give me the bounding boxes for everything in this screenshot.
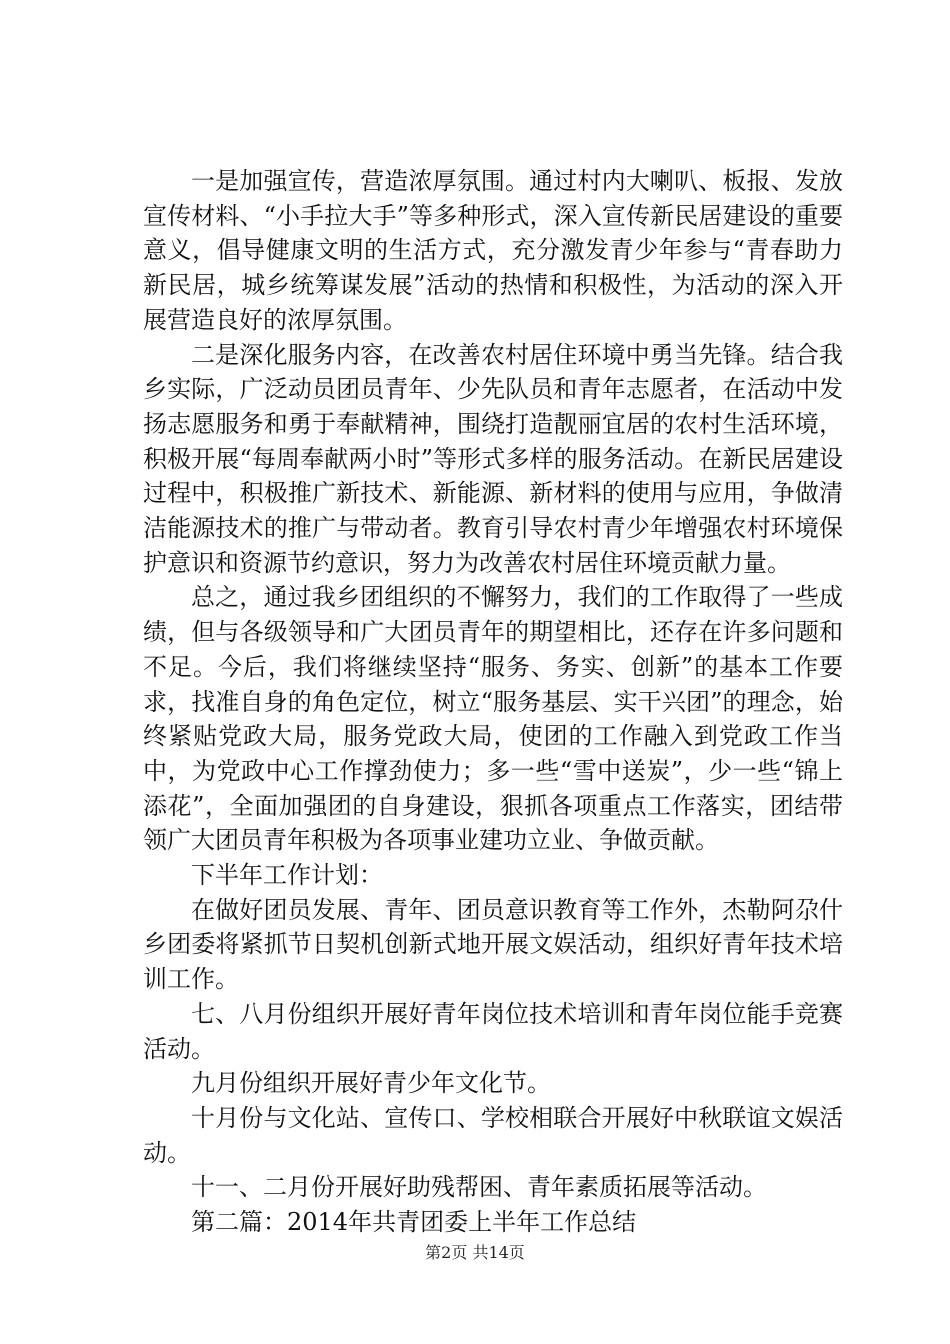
paragraph-next-article-title: 第二篇：2014年共青团委上半年工作总结 bbox=[191, 1208, 637, 1237]
paragraph-plan-november-december: 十一、二月份开展好助残帮困、青年素质拓展等活动。 bbox=[191, 1173, 767, 1202]
paragraph-plan-october: 十月份与文化站、宣传口、学校相联合开展好中秋联谊文娱活动。 bbox=[143, 1103, 843, 1167]
paragraph-plan-intro: 在做好团员发展、青年、团员意识教育等工作外，杰勒阿尕什乡团委将紧抓节日契机创新式地开展文娱活动，组织好青年技术培训工作。 bbox=[143, 895, 843, 994]
paragraph-plan-july-august: 七、八月份组织开展好青年岗位技术培训和青年岗位能手竞赛活动。 bbox=[143, 999, 843, 1063]
paragraph-summary: 总之，通过我乡团组织的不懈努力，我们的工作取得了一些成绩，但与各级领导和广大团员青年的期望相比，还存在许多问题和不足。今后，我们将继续坚持“服务、务实、创新”的基本工作要求，找准自身的角色定位，树立“服务基层、实干兴团”的理念，始终紧贴党政大局，服务党政大局，使团的工作融入到党政工作当中，为党政中心工作撑劲使力；多一些“雪中送炭”，少一些“锦上添花”，全面加强团的自身建设，狠抓各项重点工作落实，团结带领广大团员青年积极为各项事业建功立业、争做贡献。 bbox=[143, 583, 843, 855]
paragraph-publicity: 一是加强宣传，营造浓厚氛围。通过村内大喇叭、板报、发放宣传材料、“小手拉大手”等多种形式，深入宣传新民居建设的重要意义，倡导健康文明的生活方式，充分激发青少年参与“青春助力新民居，城乡统筹谋发展”活动的热情和积极性，为活动的深入开展营造良好的浓厚氛围。 bbox=[143, 167, 843, 334]
paragraph-service: 二是深化服务内容，在改善农村居住环境中勇当先锋。结合我乡实际，广泛动员团员青年、少先队员和青年志愿者，在活动中发扬志愿服务和勇于奉献精神，围绕打造靓丽宜居的农村生活环境，积极开展“每周奉献两小时”等形式多样的服务活动。在新民居建设过程中，积极推广新技术、新能源、新材料的使用与应用，争做清洁能源技术的推广与带动者。教育引导农村青少年增强农村环境保护意识和资源节约意识，努力为改善农村居住环境贡献力量。 bbox=[143, 340, 843, 577]
document-body bbox=[143, 164, 843, 1240]
paragraph-plan-heading: 下半年工作计划： bbox=[191, 861, 383, 890]
paragraph-plan-september: 九月份组织开展好青少年文化节。 bbox=[191, 1069, 551, 1098]
page-number-footer: 第2页 共14页 bbox=[425, 1243, 525, 1262]
